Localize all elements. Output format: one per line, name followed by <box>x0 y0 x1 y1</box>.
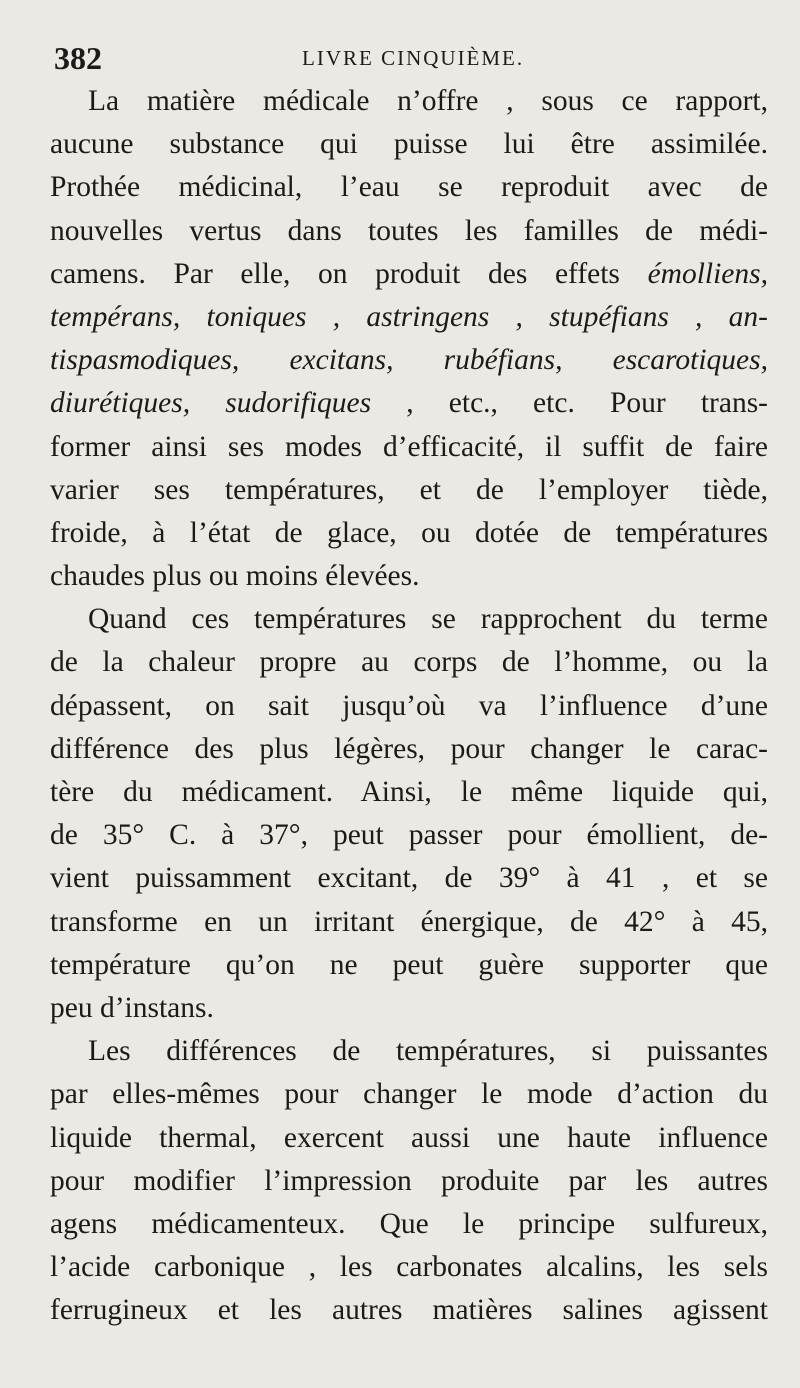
text-line <box>50 339 768 382</box>
italic-terms: tempérans, toniques , astringens , stupéfians , an- <box>50 300 768 333</box>
text-line: ferrugineux et les autres matières salines agissent <box>50 1294 768 1327</box>
text-line: chaudes plus ou moins élevées. <box>50 560 420 593</box>
italic-term: émolliens, <box>647 257 768 290</box>
text-line: différence des plus légères, pour changer le carac- <box>50 732 768 765</box>
text-line: Les différences de températures, si puissantes <box>88 1035 768 1068</box>
text-line: agens médicamenteux. Que le principe sulfureux, <box>50 1207 768 1240</box>
text-line: Prothée médicinal, l’eau se reproduit avec de <box>50 171 768 204</box>
text-line: former ainsi ses modes d’efficacité, il suffit de faire <box>50 430 768 463</box>
page-number: 382 <box>54 40 102 76</box>
text-line: tère du médicament. Ainsi, le même liquide qui, <box>50 776 768 808</box>
text-line: Quand ces températures se rapprochent du terme <box>88 603 768 636</box>
text-line: peu d’instans. <box>50 991 214 1024</box>
paragraph-3 <box>50 1030 768 1332</box>
text-line: varier ses températures, et de l’employer tiède, <box>50 473 768 506</box>
text-line: de la chaleur propre au corps de l’homme, ou la <box>50 646 768 679</box>
text-line: liquide thermal, exercent aussi une haute influence <box>50 1121 768 1154</box>
text-line: nouvelles vertus dans toutes les familles de médi- <box>50 214 768 247</box>
body-text <box>50 80 768 1332</box>
italic-terms: tispasmodiques, excitans, rubéfians, escarotiques, <box>50 344 768 377</box>
text-line: température qu’on ne peut guère supporter que <box>50 948 768 981</box>
text-line: pour modifier l’impression produite par les autres <box>50 1164 768 1197</box>
text-line: par elles-mêmes pour changer le mode d’action du <box>50 1078 768 1111</box>
text-line: de 35° C. à 37°, peut passer pour émollient, de- <box>50 819 768 852</box>
text-line: vient puissamment excitant, de 39° à 41 , et se <box>50 862 768 895</box>
text-segment: camens. Par elle, on produit des effets <box>50 257 620 290</box>
paragraph-2 <box>50 598 768 1030</box>
text-line <box>50 382 768 425</box>
running-title: LIVRE CINQUIÈME. <box>302 46 525 70</box>
text-segment: , etc., etc. Pour trans- <box>406 387 768 420</box>
text-line: aucune substance qui puisse lui être assimilée. <box>50 128 768 161</box>
text-line: transforme en un irritant énergique, de 42° à 45, <box>50 905 768 938</box>
text-line: l’acide carbonique , les carbonates alcalins, les sels <box>50 1251 768 1284</box>
text-line: dépassent, on sait jusqu’où va l’influence d’une <box>50 689 768 722</box>
page-header <box>52 40 764 80</box>
paragraph-1 <box>50 80 768 598</box>
text-line <box>50 296 768 339</box>
text-line: froide, à l’état de glace, ou dotée de températures <box>50 516 768 549</box>
text-line <box>50 253 768 296</box>
italic-terms: diurétiques, sudorifiques <box>50 387 372 420</box>
text-line: La matière médicale n’offre , sous ce rapport, <box>88 85 768 117</box>
